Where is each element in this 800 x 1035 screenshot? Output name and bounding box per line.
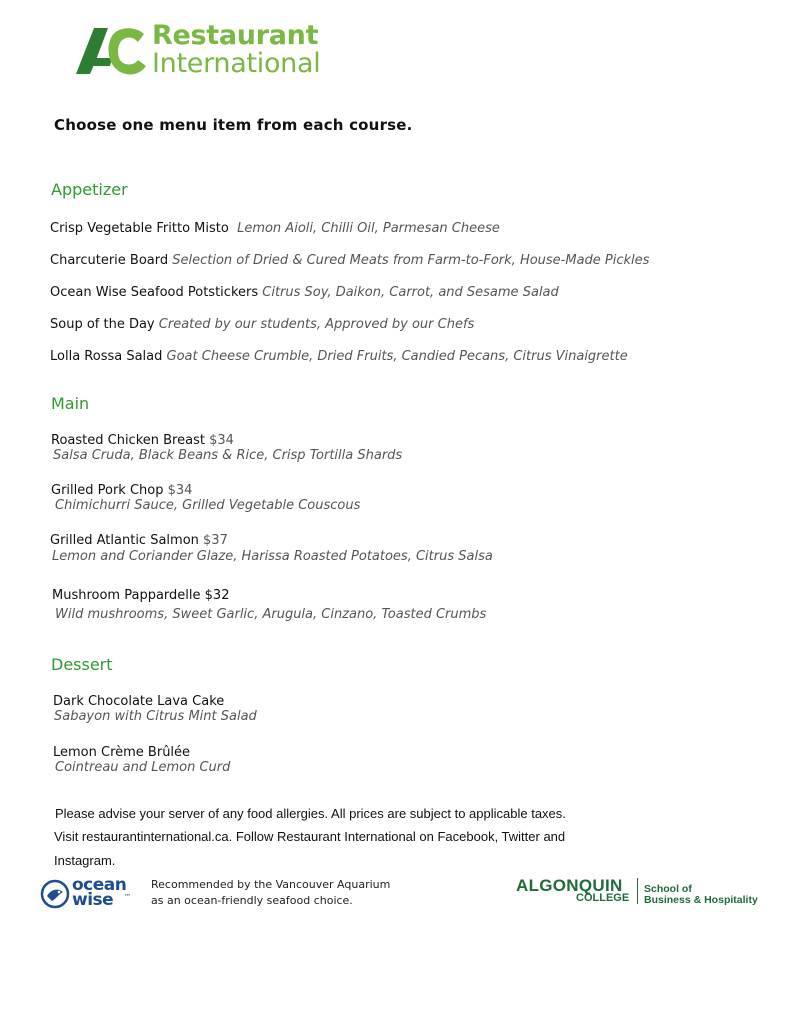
item-description: Citrus Soy, Daikon, Carrot, and Sesame Salad: [262, 285, 559, 300]
ac-logo-mark-icon: [72, 22, 148, 78]
item-description: Selection of Dried & Cured Meats from Farm-to-Fork, House-Made Pickles: [172, 253, 650, 268]
menu-item: [50, 285, 559, 300]
section-title-main: Main: [51, 394, 90, 413]
menu-instruction: Choose one menu item from each course.: [54, 116, 413, 134]
menu-item: [50, 349, 628, 364]
item-description: Created by our students, Approved by our Chefs: [158, 317, 475, 332]
menu-item-name-line: [52, 588, 229, 603]
algonquin-name: ALGONQUIN: [516, 876, 623, 895]
section-title-dessert: Dessert: [51, 655, 113, 674]
item-description: Lemon Aioli, Chilli Oil, Parmesan Cheese: [237, 221, 500, 236]
item-price: $34: [209, 433, 234, 448]
menu-item-name-line: [50, 533, 228, 548]
website-notice: Visit restaurantinternational.ca. Follow Restaurant International on Facebook, Twitter and: [54, 829, 566, 844]
logo-word-restaurant: Restaurant: [152, 20, 319, 51]
item-description: Cointreau and Lemon Curd: [55, 760, 231, 775]
item-description: Wild mushrooms, Sweet Garlic, Arugula, Cinzano, Toasted Crumbs: [55, 607, 487, 622]
item-name: Grilled Atlantic Salmon: [50, 533, 199, 548]
ocean-wise-word-wise: wise: [72, 890, 114, 910]
algonquin-school-line2: Business & Hospitality: [644, 894, 758, 906]
website-notice-continued: Instagram.: [54, 853, 116, 868]
item-description: Goat Cheese Crumble, Dried Fruits, Candied Pecans, Citrus Vinaigrette: [166, 349, 628, 364]
ocean-wise-recommendation-continued: as an ocean-friendly seafood choice.: [151, 894, 353, 907]
item-price: $34: [167, 483, 193, 498]
item-name: Soup of the Day: [50, 317, 155, 332]
item-name: Lolla Rossa Salad: [50, 349, 163, 364]
menu-item: [50, 317, 474, 332]
ocean-wise-word-ocean: ocean: [72, 875, 127, 895]
ocean-wise-trademark: ™: [124, 893, 131, 901]
menu-item-name-line: [51, 483, 192, 498]
menu-item: [50, 253, 649, 268]
algonquin-divider: [637, 878, 638, 904]
item-name: Roasted Chicken Breast: [51, 433, 205, 448]
menu-item-name-line: [51, 433, 234, 448]
algonquin-college-word: COLLEGE: [576, 892, 630, 904]
item-name: Grilled Pork Chop: [51, 483, 164, 498]
item-name: Ocean Wise Seafood Potstickers: [50, 285, 259, 300]
algonquin-school-line1: School of: [644, 883, 692, 895]
item-description: Sabayon with Citrus Mint Salad: [54, 709, 257, 724]
item-price: $32: [204, 588, 230, 603]
item-description: Lemon and Coriander Glaze, Harissa Roasted Potatoes, Citrus Salsa: [52, 549, 493, 564]
section-title-appetizer: Appetizer: [51, 180, 128, 199]
item-description: Salsa Cruda, Black Beans & Rice, Crisp Tortilla Shards: [53, 448, 403, 463]
item-name: Charcuterie Board: [50, 253, 169, 268]
item-name: Crisp Vegetable Fritto Misto: [50, 221, 229, 236]
item-name: Mushroom Pappardelle: [52, 588, 201, 603]
logo-word-international: International: [152, 48, 321, 79]
item-description: Chimichurri Sauce, Grilled Vegetable Couscous: [55, 498, 361, 513]
item-name: Dark Chocolate Lava Cake: [53, 694, 225, 709]
ocean-wise-recommendation: Recommended by the Vancouver Aquarium: [151, 878, 391, 891]
allergy-notice: Please advise your server of any food allergies. All prices are subject to applicable taxes.: [55, 806, 566, 821]
menu-item: [50, 221, 500, 236]
item-name: Lemon Crème Brûlée: [53, 745, 191, 760]
item-price: $37: [203, 533, 228, 548]
